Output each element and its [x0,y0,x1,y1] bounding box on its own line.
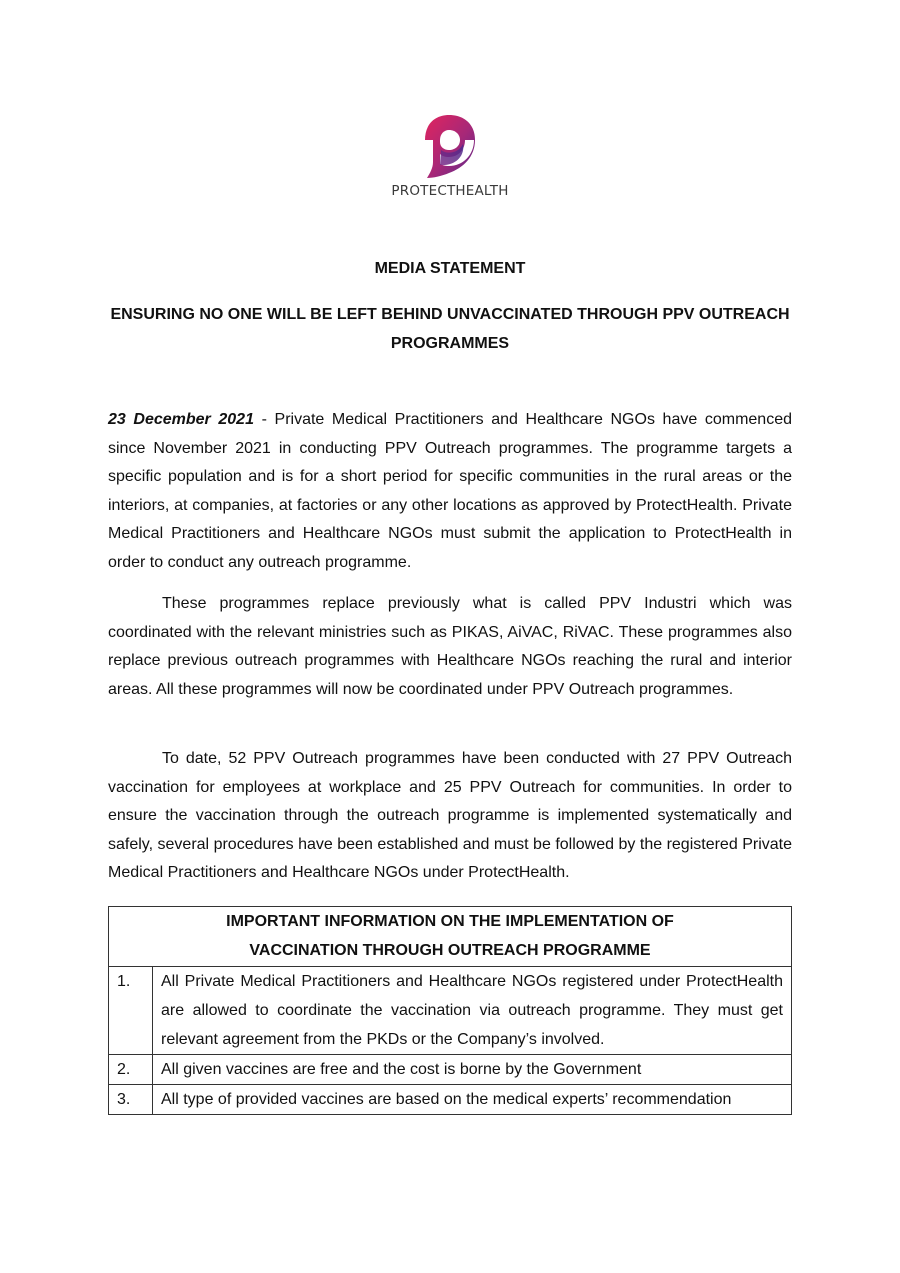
page-title: MEDIA STATEMENT [374,260,526,277]
row-number: 3. [109,1085,153,1115]
table-row [109,967,792,1055]
page-subtitle [108,300,792,358]
info-table [108,906,792,1115]
row-number: 1. [109,967,153,1055]
info-table-title [109,907,792,967]
table-row [109,1085,792,1115]
table-row [109,1055,792,1085]
info-title-line2: VACCINATION THROUGH OUTREACH PROGRAMME [249,941,651,959]
info-title-line1: IMPORTANT INFORMATION ON THE IMPLEMENTATION OF [226,913,674,930]
paragraph-intro [108,406,792,578]
row-text: All given vaccines are free and the cost is borne by the Government [153,1055,792,1085]
protecthealth-logo-icon [419,110,481,180]
info-table-header [109,907,792,967]
paragraph-programmes: These programmes replace previously what is called PPV Industri which was coordinated with the relevant ministries such as PIKAS, AiVAC, RiVAC. These programmes also replace previous outreach programmes with Healthcare NGOs reaching the rural and interior areas. All these programmes will now be coordinated under PPV Outreach programmes. [108,595,792,698]
row-text: All type of provided vaccines are based on the medical experts’ recommendation [153,1085,792,1115]
statement-date: 23 December 2021 [108,411,254,428]
paragraph-intro-text: - Private Medical Practitioners and Healthcare NGOs have commenced since November 2021 in conducting PPV Outreach programmes. The programme targets a specific population and is for a short period for specific communities in the rural areas or the interiors, at companies, at factories or any other locations as approved by ProtectHealth. Private Medical Practitioners and Healthcare NGOs must submit the application to ProtectHealth in order to conduct any outreach programme. [108,411,793,571]
row-text: All Private Medical Practitioners and Healthcare NGOs registered under ProtectHealth are allowed to coordinate the vaccination via outreach programme. They must get relevant agreement from the PKDs or the Company’s involved. [153,967,792,1055]
subtitle-text: ENSURING NO ONE WILL BE LEFT BEHIND UNVACCINATED THROUGH PPV OUTREACH PROGRAMMES [110,306,790,352]
row-number: 2. [109,1055,153,1085]
paragraph-progress: To date, 52 PPV Outreach programmes have been conducted with 27 PPV Outreach vaccination for employees at workplace and 25 PPV Outreach for communities. In order to ensure the vaccination through the outreach programme is implemented systematically and safely, several procedures have been established and must be followed by the registered Private Medical Practitioners and Healthcare NGOs under ProtectHealth. [108,750,792,882]
brand-name: PROTECTHEALTH [391,183,509,199]
brand-logo [0,110,900,199]
